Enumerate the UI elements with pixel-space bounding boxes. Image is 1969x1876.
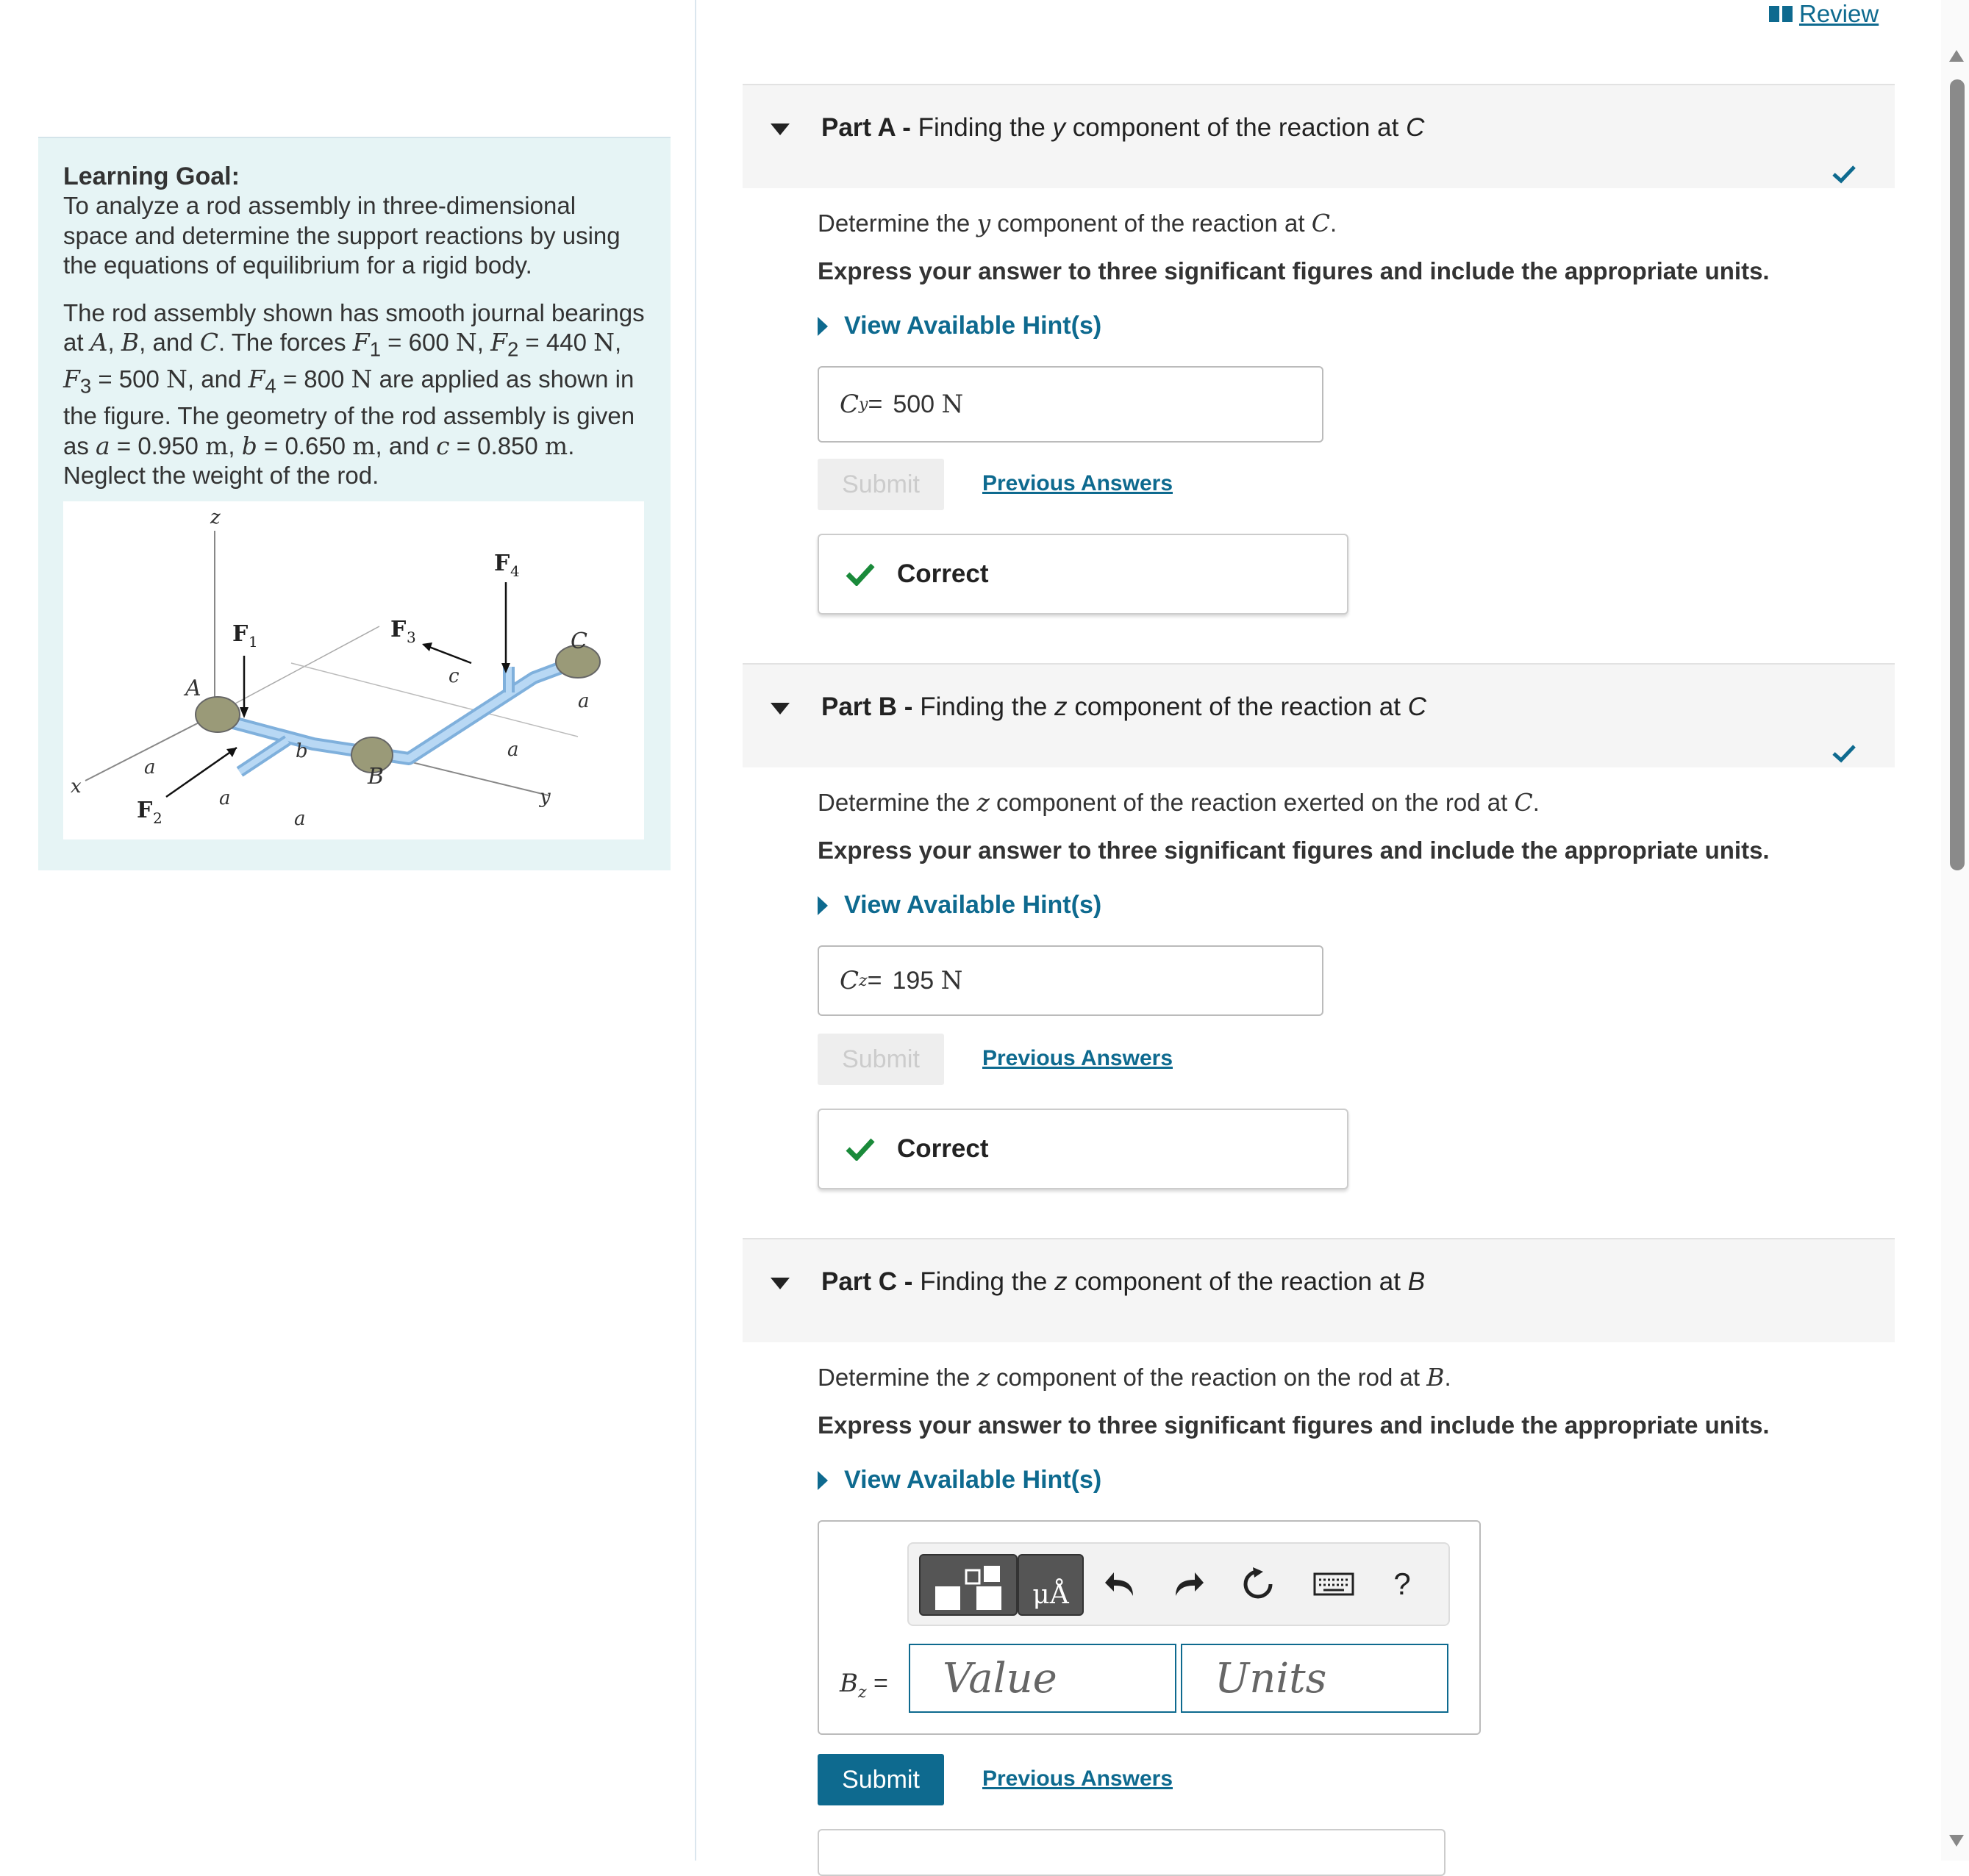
templates-button[interactable] bbox=[919, 1554, 1018, 1616]
scroll-down-arrow-icon[interactable] bbox=[1949, 1835, 1964, 1847]
svg-text:a: a bbox=[144, 756, 156, 778]
templates-icon bbox=[921, 1555, 1016, 1614]
book-icon bbox=[1768, 4, 1793, 24]
learning-goal-text: To analyze a rod assembly in three-dimensional space and determine the support reactions by using the equations of equilibrium for a rigid body. bbox=[63, 192, 621, 279]
figure-label-f4: F bbox=[494, 551, 510, 576]
learning-goal-panel bbox=[38, 137, 671, 870]
rod-assembly-diagram bbox=[63, 501, 644, 839]
part-a-feedback: Correct bbox=[818, 534, 1348, 615]
svg-text:c: c bbox=[449, 665, 460, 687]
part-a-answer-field: C y = 500 N bbox=[818, 366, 1323, 443]
part-b-previous-answers-link[interactable]: Previous Answers bbox=[982, 1046, 1173, 1070]
units-input[interactable]: Units bbox=[1181, 1644, 1448, 1713]
figure-label-z: z bbox=[210, 506, 221, 529]
svg-text:a: a bbox=[578, 690, 590, 712]
part-a-prompt: Determine the y component of the reaction at C. bbox=[818, 209, 1337, 237]
part-b-header[interactable] bbox=[743, 663, 1895, 767]
part-c-submit-button[interactable]: Submit bbox=[818, 1754, 944, 1805]
figure-label-y: y bbox=[540, 786, 551, 808]
learning-goal-title: Learning Goal: bbox=[63, 162, 240, 190]
part-c-header[interactable] bbox=[743, 1238, 1895, 1342]
part-a-submit-button[interactable]: Submit bbox=[818, 459, 944, 510]
math-toolbar bbox=[907, 1542, 1450, 1626]
figure-label-a-bearing: A bbox=[185, 676, 201, 701]
expand-triangle-icon bbox=[818, 896, 828, 915]
figure-label-c-bearing: C bbox=[571, 629, 587, 654]
part-b-answer-field: C z = 195 N bbox=[818, 945, 1323, 1016]
part-b-hint-toggle[interactable]: View Available Hint(s) bbox=[818, 891, 1101, 920]
correct-check-icon bbox=[846, 1137, 875, 1161]
expand-triangle-icon bbox=[818, 317, 828, 336]
problem-statement: The rod assembly shown has smooth journal bearings at A, B, and C. The forces $F_1 = 600$ N, $F_2 = 440$ N, $F_3 = 500$ N, and $F_4 = 800$ N are applied as shown in the figure. The geometry of the rod assembly is given as a = 0.950 m, b = 0.650 m, and c = 0.850 m. Neglect the weight of the rod. bbox=[63, 298, 645, 490]
collapse-caret-icon[interactable] bbox=[771, 703, 790, 715]
part-c-previous-answers-link[interactable]: Previous Answers bbox=[982, 1766, 1173, 1791]
figure-label-b-bearing: B bbox=[368, 764, 385, 790]
part-a-previous-answers-link[interactable]: Previous Answers bbox=[982, 471, 1173, 495]
help-icon[interactable]: ? bbox=[1393, 1567, 1411, 1601]
review-link[interactable]: Review bbox=[1768, 0, 1879, 28]
part-c-hint-toggle[interactable]: View Available Hint(s) bbox=[818, 1466, 1101, 1494]
part-c-answer-entry bbox=[818, 1520, 1481, 1735]
completed-check-icon bbox=[1832, 744, 1857, 763]
reset-icon[interactable] bbox=[1240, 1566, 1276, 1603]
figure-label-f3: F bbox=[390, 617, 407, 642]
bz-label: $B_z$ = bbox=[840, 1669, 888, 1702]
svg-text:2: 2 bbox=[153, 809, 162, 827]
part-a-instructions: Express your answer to three significant figures and include the appropriate units. bbox=[818, 257, 1770, 284]
collapse-caret-icon[interactable] bbox=[771, 1278, 790, 1289]
figure-label-f1: F bbox=[232, 621, 249, 647]
svg-text:1: 1 bbox=[249, 633, 258, 651]
scroll-thumb[interactable] bbox=[1950, 79, 1965, 870]
keyboard-icon[interactable] bbox=[1312, 1566, 1356, 1603]
expand-triangle-icon bbox=[818, 1471, 828, 1490]
panel-divider bbox=[695, 0, 696, 1861]
part-a-header[interactable] bbox=[743, 84, 1895, 188]
part-a-hint-toggle[interactable]: View Available Hint(s) bbox=[818, 312, 1101, 340]
scroll-up-arrow-icon[interactable] bbox=[1949, 50, 1964, 62]
completed-check-icon bbox=[1832, 165, 1857, 184]
rod-assembly-figure bbox=[63, 501, 644, 839]
undo-icon[interactable] bbox=[1101, 1566, 1138, 1603]
correct-check-icon bbox=[846, 562, 875, 586]
svg-text:a: a bbox=[294, 808, 306, 830]
part-b-submit-button[interactable]: Submit bbox=[818, 1034, 944, 1085]
figure-label-x: x bbox=[71, 776, 82, 798]
scrollbar[interactable] bbox=[1941, 0, 1969, 1861]
svg-text:a: a bbox=[219, 787, 231, 809]
svg-text:4: 4 bbox=[510, 562, 520, 580]
svg-text:a: a bbox=[507, 739, 519, 761]
part-b-prompt: Determine the z component of the reaction exerted on the rod at C. bbox=[818, 788, 1540, 817]
figure-label-f2: F bbox=[137, 798, 153, 823]
part-c-title: Part C - Finding the z component of the reaction at B bbox=[821, 1267, 1426, 1296]
part-b-title: Part B - Finding the z component of the reaction at C bbox=[821, 692, 1426, 721]
part-c-feedback-box bbox=[818, 1829, 1446, 1876]
svg-text:b: b bbox=[296, 740, 308, 762]
collapse-caret-icon[interactable] bbox=[771, 123, 790, 135]
redo-icon[interactable] bbox=[1171, 1566, 1207, 1603]
part-a-title: Part A - Finding the y component of the reaction at C bbox=[821, 113, 1425, 142]
part-b-feedback: Correct bbox=[818, 1109, 1348, 1189]
part-c-prompt: Determine the z component of the reaction on the rod at B. bbox=[818, 1363, 1451, 1392]
part-c-instructions: Express your answer to three significant figures and include the appropriate units. bbox=[818, 1411, 1770, 1439]
part-b-instructions: Express your answer to three significant figures and include the appropriate units. bbox=[818, 837, 1770, 864]
units-button[interactable]: μÅ bbox=[1018, 1554, 1084, 1616]
value-input[interactable]: Value bbox=[909, 1644, 1176, 1713]
svg-text:3: 3 bbox=[407, 629, 416, 646]
